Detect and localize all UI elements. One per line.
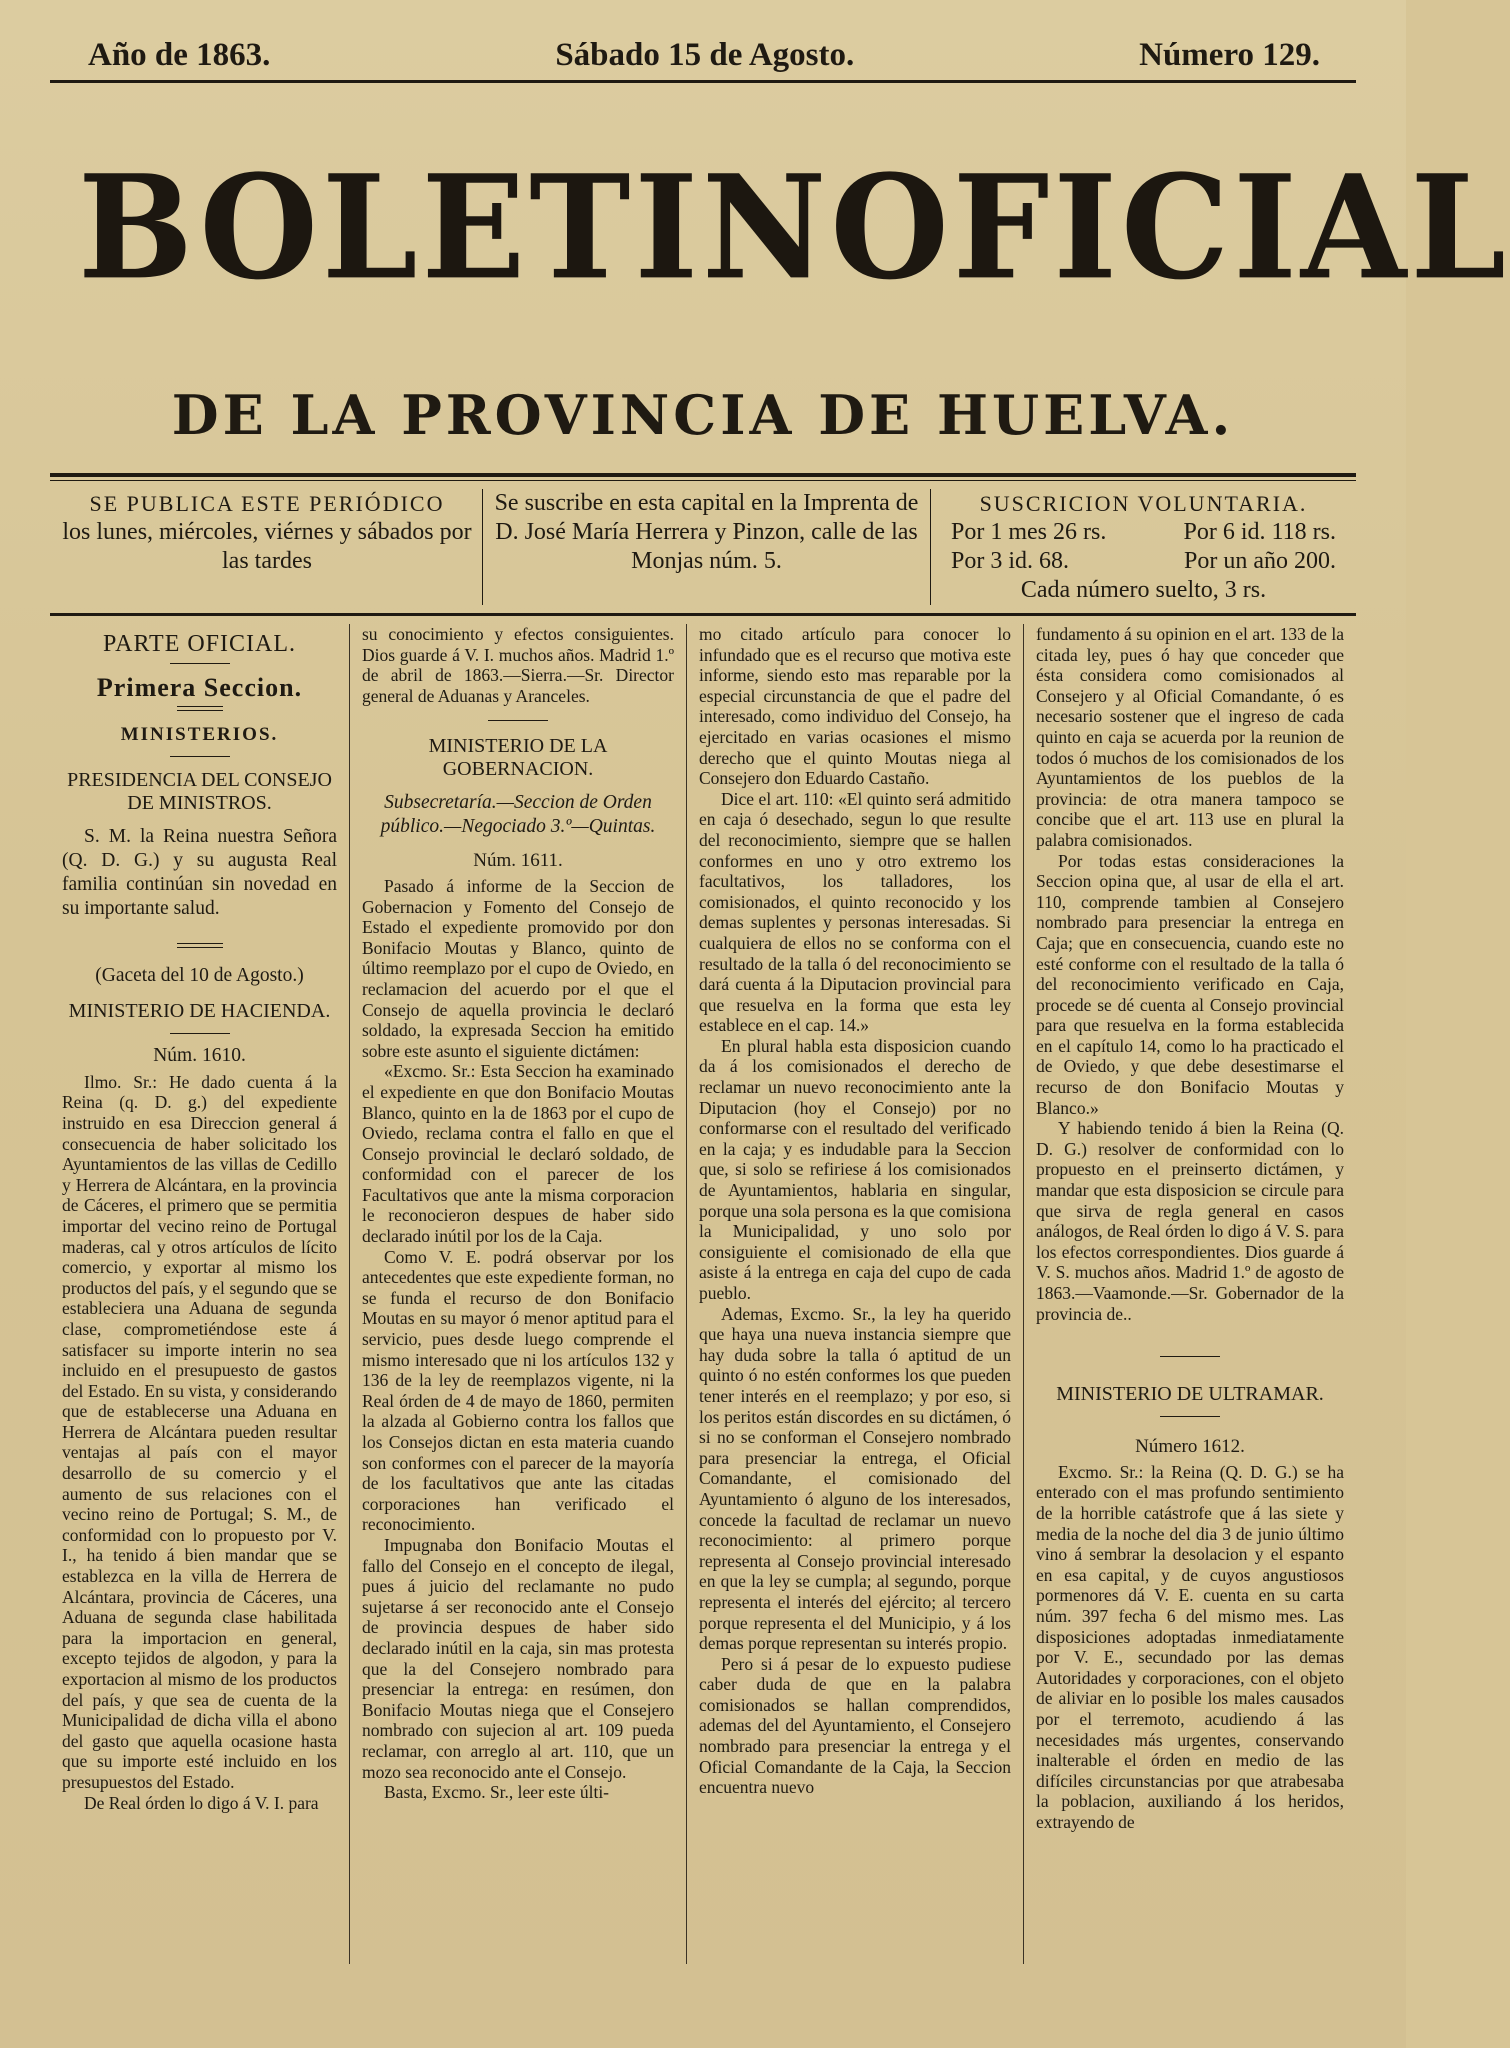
article-paragraph: Dice el art. 110: «El quinto será admitido en caja ó desechado, segun lo que resulte del reconocimiento, siempre que se hallen conformes en uno y otro extremo los facultativos, los talladores, los comisionados, el quinto reconocido y los demas suplentes y personas interesadas. Si cualquiera de ellos no se conforma con el resultado de la talla ó del reconocimiento se dará cuenta á la Diputacion provincial para que resuelva en la forma que esta ley establece en el cap. 14.»	[699, 788, 1011, 1036]
divider	[1160, 1356, 1220, 1357]
rate-three-months: Por 3 id. 68.	[951, 548, 1070, 574]
article-paragraph: «Excmo. Sr.: Esta Seccion ha examinado el expediente en que don Bonifacio Moutas Blanco, quinto en la de 1863 por el cupo de Oviedo, reclama contra el fallo en que el Consejo provincial le declaró soldado, de conformidad con el parecer de los Facultativos que ante la misma corporacion le reconocieron despues de haber sido declarado inútil por los de la Caja.	[362, 1061, 674, 1247]
title-left: BOLETIN	[78, 144, 831, 312]
divider	[488, 720, 548, 721]
article-paragraph: Excmo. Sr.: la Reina (Q. D. G.) se ha enterado con el mas profundo sentimiento de la horrible catástrofe que á las siete y media de la noche del dia 3 de junio último vino á sembrar la desolacion y el espanto en esa capital, y de cuyos angustiosos pormenores dá V. E. cuenta en su carta núm. 397 fecha 6 del mismo mes. Las disposiciones adoptadas inmediatamente por V. E., secundado por las demas Autoridades y corporaciones, con el objeto de aliviar en lo posible los males causados por el terremoto, acudiendo á las necesidades más urgentes, conservando inalterable el órden en medio de las difíciles circunstancias por que atrabesaba la poblacion, auxiliando á los heridos, extrayendo de	[1036, 1461, 1344, 1832]
hacienda-heading: MINISTERIO DE HACIENDA.	[68, 999, 331, 1022]
subscription-rates	[931, 489, 1346, 605]
rates-heading: SUSCRICION VOLUNTARIA.	[979, 491, 1308, 516]
article-columns	[50, 624, 1356, 1964]
rates-row-2	[941, 547, 1346, 576]
article-paragraph: En plural habla esta disposicion cuando da á los comisionados el derecho de reclamar un nuevo reconocimiento ante la Diputacion (hoy el Consejo) por no conformarse con el resultado del verificado en la caja; y es indudable para la Seccion que, si solo se refiriese á los comisionados de Ayuntamientos, hablaria en singular, porque una sola persona es la que comisiona la Municipalidad, y uno solo por consiguiente el comisionado de ella que asiste á la entrega en caja del cupo de cada pueblo.	[699, 1035, 1011, 1303]
article-paragraph: Pero si á pesar de lo expuesto pudiese caber duda de que en la palabra comisionados se hallan comprendidos, ademas del del Ayuntamiento, el Consejero nombrado para presenciar la entrega y el Oficial Comandante de la Caja, la Seccion encuentra nuevo	[699, 1653, 1011, 1798]
divider	[1160, 1416, 1220, 1417]
column-3	[687, 624, 1024, 1964]
title-right: OFICIAL	[830, 144, 1510, 312]
divider	[177, 706, 223, 711]
subtitle: DE LA PROVINCIA DE HUELVA.	[171, 383, 1235, 447]
presidencia-heading: PRESIDENCIA DEL CONSEJO DE MINISTROS.	[67, 768, 332, 814]
publication-days	[60, 489, 483, 605]
subscription-place	[483, 489, 931, 605]
article-paragraph: Pasado á informe de la Seccion de Gobernacion y Fomento del Consejo de Estado el expediente promovido por don Bonifacio Moutas y Blanco, quinto de último reemplazo por el cupo de Oviedo, en reclamacion del acuerdo por el que el Consejo de aquella provincia le declaró soldado, la expresada Seccion ha emitido sobre este asunto el siguiente dictámen:	[362, 875, 674, 1061]
parte-oficial-heading: PARTE OFICIAL.	[102, 631, 297, 657]
rate-six-months: Por 6 id. 118 rs.	[1183, 519, 1336, 545]
column-1	[50, 624, 350, 1964]
order-number: Núm. 1610.	[153, 1044, 246, 1066]
royal-health-notice: S. M. la Reina nuestra Señora (Q. D. G.) y su augusta Real familia continúan sin novedad en su importante salud.	[62, 825, 337, 919]
article-paragraph: Ilmo. Sr.: He dado cuenta á la Reina (q. D. g.) del expediente instruido en esa Direccion general á consecuencia de haber solicitado los Ayuntamientos de las villas de Cedillo y Herrera de Alcántara, en la provincia de Cáceres, el primero que se permitia importar del vecino reino de Portugal maderas, cal y otros artículos de lícito comercio, y exportar al mismo los productos del país, y el segundo que se estableciera una Aduana de segunda clase, comprometiéndose este á satisfacer su importe interin no sea incluido en el presupuesto de gastos del Estado. En su vista, y considerando que de establecerse una Aduana en Herrera de Alcántara pueden resultar ventajas al país con el mayor desarrollo de su comercio y el aumento de sus relaciones con el vecino reino de Portugal; S. M., de conformidad con lo propuesto por V. I., ha tenido á bien mandar que se establezca en la villa de Herrera de Alcántara, provincia de Cáceres, una Aduana de segunda clase habilitada para la importacion en general, excepto tejidos de algodon, y para la exportacion al mismo de los productos del país, y que sea de cuenta de la Municipalidad de dicha villa el abono del gasto que aquella ocasione hasta que su importe esté incluido en los presupuestos del Estado.	[62, 1071, 337, 1792]
divider	[170, 756, 230, 757]
article-paragraph: Por todas estas consideraciones la Seccion opina que, al usar de ella el art. 110, comprende tambien al Consejero nombrado para presenciar la entrega en Caja; que en consecuencia, cuando este no esté conforme con el resultado de la talla ó del reconocimiento verificado en Caja, procede se dé cuenta al Consejo provincial para que resuelva en la forma establecida en el capítulo 14, como lo ha practicado el de Oviedo, y que debe desestimarse el recurso de don Bonifacio Moutas y Blanco.»	[1036, 850, 1344, 1118]
subsecretaria-line: Subsecretaría.—Seccion de Orden público.—Negociado 3.º—Quintas.	[380, 792, 656, 838]
rate-one-year: Por un año 200.	[1184, 548, 1336, 574]
article-paragraph: mo citado artículo para conocer lo infundado que es el recurso que motiva este informe, siendo esto mas reparable por la especial circunstancia de que el padre del interesado, como individuo del Consejo, ha ejercitado en varias ocasiones el mismo derecho que el quinto Moutas niega al Consejero don Eduardo Castaño.	[699, 624, 1011, 789]
rates-row-1	[941, 518, 1346, 547]
column-2	[350, 624, 687, 1964]
ultramar-heading: MINISTERIO DE ULTRAMAR.	[1056, 1383, 1324, 1406]
primera-seccion-heading: Primera Seccion.	[96, 672, 303, 702]
ministerios-heading: MINISTERIOS.	[120, 724, 279, 746]
masthead	[40, 83, 1510, 373]
column-4	[1024, 624, 1356, 1964]
article-paragraph: De Real órden lo digo á V. I. para	[84, 1792, 319, 1813]
rate-one-month: Por 1 mes 26 rs.	[951, 519, 1107, 545]
gobernacion-heading: MINISTERIO DE LA GOBERNACION.	[428, 735, 608, 781]
order-number: Núm. 1611.	[473, 850, 563, 872]
gaceta-reference: (Gaceta del 10 de Agosto.)	[95, 964, 304, 986]
date-label: Sábado 15 de Agosto.	[555, 37, 855, 73]
article-paragraph: fundamento á su opinion en el art. 133 de la citada ley, pues ó hay que conceder que ésta considera como comisionados al Consejero y al Oficial Comandante, ó es necesario sostener que el ingreso de cada quinto en caja se acuerda por la reunion de todos ó muchos de los comisionados de los Ayuntamientos de los pueblos de la provincia: de otra manera tampoco se concibe que el art. 113 use en plural la palabra comisionados.	[1036, 624, 1344, 850]
article-paragraph: su conocimiento y efectos consiguientes. Dios guarde á V. I. muchos años. Madrid 1.º de abril de 1863.—Sierra.—Sr. Director general de Aduanas y Aranceles.	[362, 624, 674, 706]
article-paragraph: Y habiendo tenido á bien la Reina (Q. D. G.) resolver de conformidad con lo propuesto en el preinserto dictámen, y mandar que esta disposicion se circule para que sirva de regla general en casos análogos, de Real órden lo digo á V. S. para los efectos correspondientes. Dios guarde á V. S. muchos años. Madrid 1.º de agosto de 1863.—Vaamonde.—Sr. Gobernador de la provincia de..	[1036, 1118, 1344, 1324]
publication-heading: SE PUBLICA ESTE PERIÓDICO	[89, 491, 445, 516]
rate-single-issue: Cada número suelto, 3 rs.	[1020, 577, 1267, 603]
publication-text: los lunes, miércoles, viérnes y sábados por las tardes	[62, 519, 472, 574]
article-paragraph: Impugnaba don Bonifacio Moutas el fallo del Consejo en el concepto de ilegal, pues á juicio del reclamante no pudo sujetarse á ser reconocido ante el Consejo de provincia despues de haber sido declarado inútil en la caja, sin mas protesta que la del Consejero nombrado para presenciar la entrega: en resúmen, don Bonifacio Moutas niega que el Consejero nombrado con sujecion al art. 109 pueda reclamar, con arreglo al art. 110, que un mozo sea reconocido ante el Consejo.	[362, 1534, 674, 1782]
divider	[170, 663, 230, 664]
year-label: Año de 1863.	[88, 37, 271, 73]
spacer	[1036, 1324, 1344, 1348]
subscription-text: Se suscribe en esta capital en la Imprenta de D. José María Herrera y Pinzon, calle de las Monjas núm. 5.	[494, 490, 919, 574]
info-top-rule	[50, 473, 1356, 481]
article-paragraph: Ademas, Excmo. Sr., la ley ha querido que haya una nueva instancia siempre que hay duda sobre la talla ó aptitud de un quinto ó no estén conformes los que pueden tener interés en el reemplazo; y por eso, si los peritos están discordes en su dictámen, ó si no se conforman el Consejero nombrado para presenciar la entrega, el Oficial Comandante, el comisionado del Ayuntamiento ó alguno de los interesados, concede la facultad de reclamar un nuevo reconocimiento: al primero porque representa al Consejo provincial interesado en que la ley se cumpla; al segundo, porque representa el interés del ejército; al tercero porque representa el del Municipio, y á los demas porque representan su interés propio.	[699, 1303, 1011, 1654]
dateline	[40, 26, 1366, 74]
order-number: Número 1612.	[1135, 1436, 1245, 1458]
issue-number: Número 129.	[1139, 37, 1320, 73]
article-paragraph: Como V. E. podrá observar por los antecedentes que este expediente forman, no se funda el recurso de don Bonifacio Moutas en su mayor ó menor aptitud para el servicio, pues desde luego comprende el mismo interesado que ni los artículos 132 y 136 de la ley de reemplazos vigente, ni la Real órden de 4 de mayo de 1860, permiten la alzada al Gobierno contra los fallos que los Consejos dictan en esta materia cuando son conformes con el parecer de la mayoría de los facultativos que ante las citadas corporaciones han verificado el reconocimiento.	[362, 1246, 674, 1535]
divider	[170, 1033, 230, 1034]
article-paragraph: Basta, Excmo. Sr., leer este últi-	[384, 1782, 610, 1803]
divider	[177, 943, 223, 948]
subscription-info	[50, 481, 1356, 616]
